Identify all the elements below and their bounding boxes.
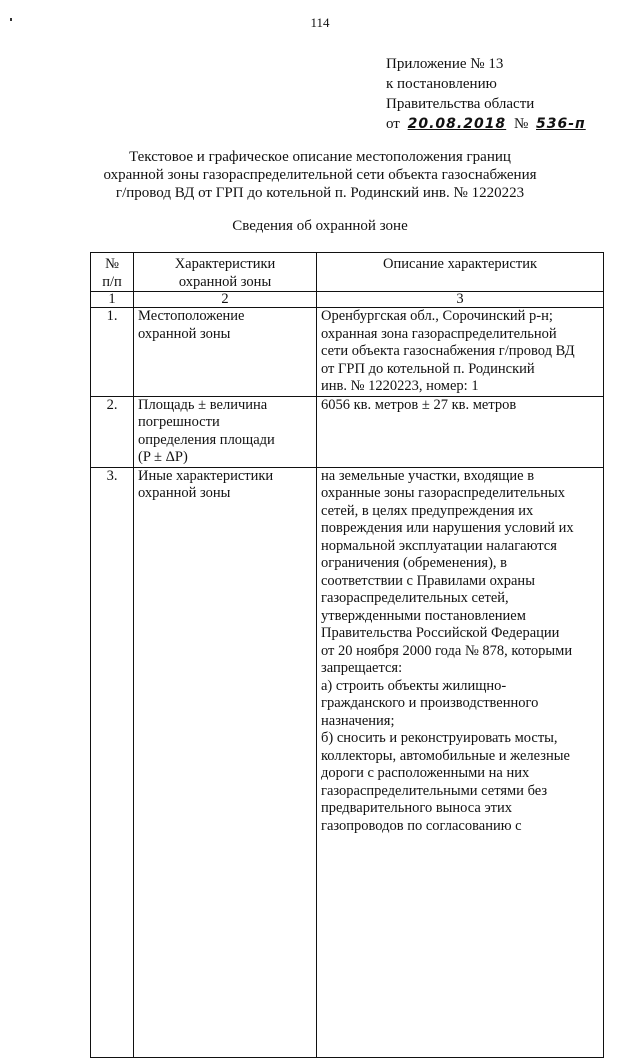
text-line: погрешности	[138, 414, 220, 430]
text-line: 6056 кв. метров ± 27 кв. метров	[321, 396, 517, 413]
row-description	[317, 396, 604, 467]
appendix-line-3: Правительства области	[386, 96, 535, 112]
row-characteristic	[134, 308, 317, 397]
text-line: повреждения или нарушения условий их	[321, 520, 574, 536]
handwritten-number: 536-п	[536, 116, 586, 132]
text-line: инв. № 1220223, номер: 1	[321, 378, 479, 394]
column-number: 3	[317, 292, 604, 308]
column-number: 1	[91, 292, 134, 308]
text-line: Иные характеристики	[138, 467, 274, 484]
table-header-row	[91, 253, 604, 292]
appendix-line-1: Приложение № 13	[386, 56, 504, 72]
text-line: сетей, в целях предупреждения их	[321, 502, 534, 519]
text-line: охранные зоны газораспределительных	[321, 485, 566, 501]
header-char-line-2: охранной зоны	[178, 273, 272, 290]
header-num	[91, 253, 134, 292]
table-row	[91, 308, 604, 397]
text-line: газораспределительными сетями без	[321, 782, 548, 799]
header-description: Описание характеристик	[317, 253, 604, 292]
text-line: утвержденными постановлением	[321, 607, 526, 624]
text-line: ограничения (обременения), в	[321, 555, 508, 571]
row-number: 2.	[91, 396, 134, 467]
text-line: сети объекта газоснабжения г/провод ВД	[321, 343, 575, 359]
text-line: газопроводов по согласованию с	[321, 817, 522, 834]
text-line: б) сносить и реконструировать мосты,	[321, 730, 558, 746]
column-number: 2	[134, 292, 317, 308]
row-description	[317, 467, 604, 1057]
text-line: охранная зона газораспределительной	[321, 325, 557, 342]
text-line: (P ± ΔP)	[138, 449, 188, 465]
text-line: Местоположение	[138, 308, 245, 324]
text-line: а) строить объекты жилищно-	[321, 677, 507, 694]
text-line: Правительства Российской Федерации	[321, 625, 560, 641]
text-line: от ГРП до котельной п. Родинский	[321, 360, 535, 377]
text-line: охранной зоны	[138, 325, 231, 342]
text-line: предварительного выноса этих	[321, 800, 513, 816]
number-prefix: №	[513, 116, 529, 132]
header-char-line-1: Характеристики	[174, 256, 276, 272]
row-characteristic	[134, 396, 317, 467]
text-line: дороги с расположенными на них	[321, 765, 530, 781]
text-line: нормальной эксплуатации налагаются	[321, 537, 557, 554]
text-line: назначения;	[321, 712, 395, 729]
appendix-line-2: к постановлению	[386, 76, 497, 92]
text-line: на земельные участки, входящие в	[321, 467, 535, 484]
row-characteristic	[134, 467, 317, 1057]
column-number-row	[91, 292, 604, 308]
document-title	[0, 148, 640, 202]
table-row	[91, 396, 604, 467]
date-prefix: от	[386, 116, 400, 132]
table-row	[91, 467, 604, 1057]
text-line: Оренбургская обл., Сорочинский р-н;	[321, 308, 553, 324]
section-subtitle: Сведения об охранной зоне	[232, 218, 408, 234]
text-line: определения площади	[138, 431, 275, 448]
text-line: коллекторы, автомобильные и железные	[321, 747, 570, 764]
text-line: гражданского и производственного	[321, 695, 539, 711]
text-line: Площадь ± величина	[138, 396, 268, 413]
page-number: 114	[310, 15, 330, 30]
protection-zone-table	[90, 252, 604, 1058]
title-line-2: охранной зоны газораспределительной сети объекта газоснабжения	[103, 167, 537, 183]
appendix-date-line	[386, 114, 590, 134]
header-num-line-2: п/п	[102, 273, 122, 290]
text-line: соответствии с Правилами охраны	[321, 572, 535, 589]
header-num-line-1: №	[105, 256, 119, 272]
appendix-block	[386, 54, 590, 134]
row-description	[317, 308, 604, 397]
handwritten-date: 20.08.2018	[407, 116, 507, 132]
row-number: 3.	[91, 467, 134, 1057]
text-line: охранной зоны	[138, 485, 231, 501]
row-number: 1.	[91, 308, 134, 397]
text-line: запрещается:	[321, 660, 403, 676]
title-line-3: г/провод ВД от ГРП до котельной п. Родинский инв. № 1220223	[115, 185, 525, 201]
text-line: от 20 ноября 2000 года № 878, которыми	[321, 642, 573, 659]
header-characteristic	[134, 253, 317, 292]
text-line: газораспределительных сетей,	[321, 590, 509, 606]
title-line-1: Текстовое и графическое описание местоположения границ	[129, 149, 511, 165]
